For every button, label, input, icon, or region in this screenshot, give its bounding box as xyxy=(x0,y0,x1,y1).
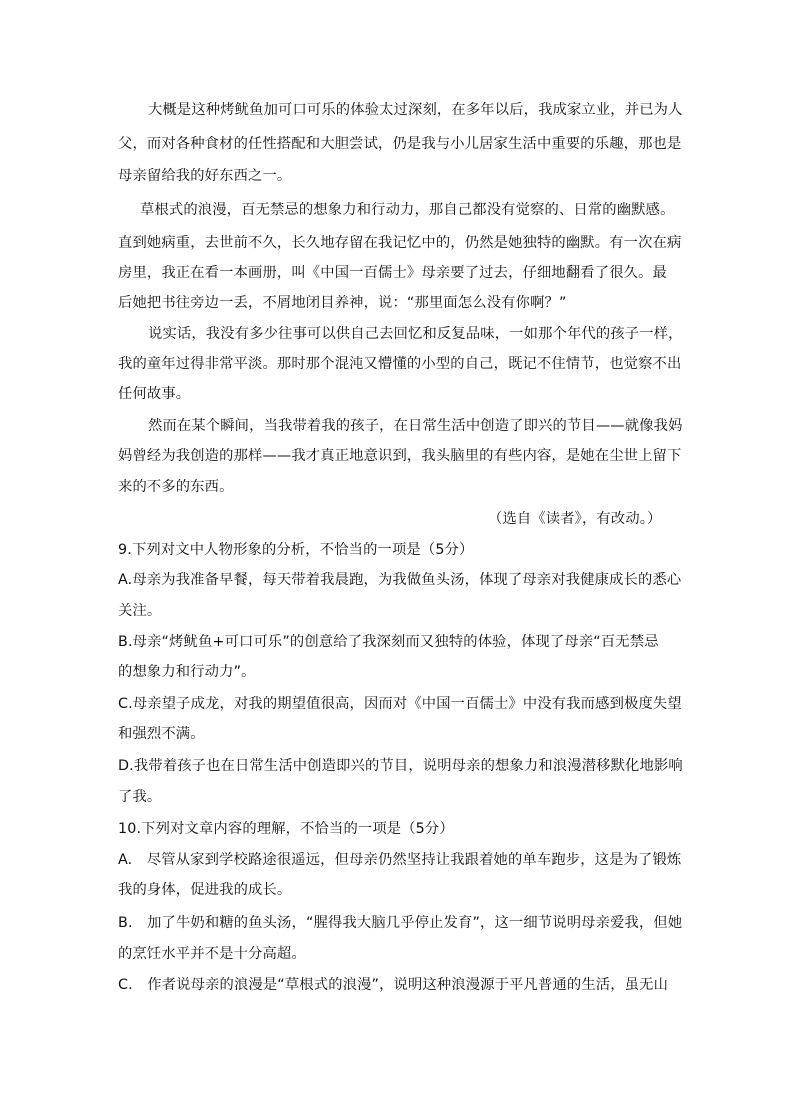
passage-line: 我的童年过得非常平淡。那时那个混沌又懵懂的小型的自己，既记不住情节，也觉察不出 xyxy=(118,356,682,372)
question-option: 和强烈不满。 xyxy=(118,726,205,742)
passage-line: 任何故事。 xyxy=(118,386,191,402)
passage-line: 妈曾经为我创造的那样——我才真正地意识到，我头脑里的有些内容，是她在尘世上留下 xyxy=(118,448,682,464)
question-option: 关注。 xyxy=(118,603,162,619)
passage-line: 然而在某个瞬间，当我带着我的孩子，在日常生活中创造了即兴的节目——就像我妈 xyxy=(148,418,683,434)
passage-line: 后她把书往旁边一丢，不屑地闭目养神，说：“那里面怎么没有你啊？” xyxy=(118,295,567,311)
passage-line: 草根式的浪漫，百无禁忌的想象力和行动力，那自己都没有觉察的、日常的幽默感。 xyxy=(140,202,675,218)
passage-line: 大概是这种烤鱿鱼加可口可乐的体验太过深刻，在多年以后，我成家立业，并已为人 xyxy=(148,102,683,118)
question-option: C. 作者说母亲的浪漫是“草根式的浪漫”，说明这种浪漫源于平凡普通的生活，虽无山 xyxy=(118,977,669,993)
question-option: A. 尽管从家到学校路途很遥远，但母亲仍然坚持让我跟着她的单车跑步，这是为了锻炼 xyxy=(118,852,682,868)
passage-source: （选自《读者》，有改动。） xyxy=(488,511,662,527)
question-option: 我的身体，促进我的成长。 xyxy=(118,882,292,898)
passage-line: 母亲留给我的好东西之一。 xyxy=(118,168,292,184)
question-option: 了我。 xyxy=(118,789,162,805)
passage-line: 直到她病重，去世前不久，长久地存留在我记忆中的，仍然是她独特的幽默。有一次在病 xyxy=(118,235,682,251)
question-option: D.我带着孩子也在日常生活中创造即兴的节目，说明母亲的想象力和浪漫潜移默化地影响 xyxy=(118,758,683,774)
question-option: 的想象力和行动力”。 xyxy=(118,664,256,680)
question-heading: 9.下列对文中人物形象的分析，不恰当的一项是（5分） xyxy=(118,542,474,558)
passage-line: 说实话，我没有多少往事可以供自己去回忆和反复品味，一如那个年代的孩子一样， xyxy=(148,326,683,342)
question-option: B. 加了牛奶和糖的鱼头汤，“腥得我大脑几乎停止发育”，这一细节说明母亲爱我，但她 xyxy=(118,915,683,931)
passage-line: 房里，我正在看一本画册，叫《中国一百儒士》母亲要了过去，仔细地翻看了很久。最 xyxy=(118,265,667,281)
question-option: C.母亲望子成龙，对我的期望值很高，因而对《中国一百儒士》中没有我而感到极度失望 xyxy=(118,696,682,712)
question-option: B.母亲“烤鱿鱼+可口可乐”的创意给了我深刻而又独特的体验，体现了母亲“百无禁忌 xyxy=(118,634,659,650)
question-heading: 10.下列对文章内容的理解，不恰当的一项是（5分） xyxy=(118,821,454,837)
question-option: 的烹饪水平并不是十分高超。 xyxy=(118,946,306,962)
passage-line: 父，而对各种食材的任性搭配和大胆尝试，仍是我与小儿居家生活中重要的乐趣，那也是 xyxy=(118,136,682,152)
passage-line: 来的不多的东西。 xyxy=(118,479,234,495)
question-option: A.母亲为我准备早餐，每天带着我晨跑，为我做鱼头汤，体现了母亲对我健康成长的悉心 xyxy=(118,572,682,588)
